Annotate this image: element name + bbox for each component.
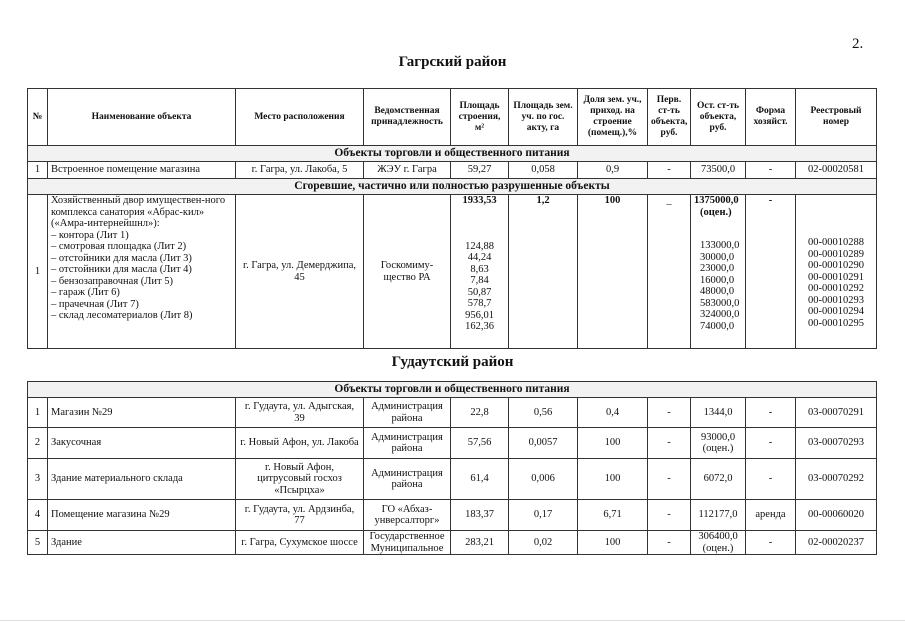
- cell-department: Государственное Муниципальное: [364, 531, 451, 555]
- cell-department: Администрация района: [364, 398, 451, 428]
- cell-registry: 03-00070291: [796, 398, 877, 428]
- cell-num: 3: [28, 459, 48, 500]
- cell-num: 1: [28, 195, 48, 349]
- sub-item: 133000,0: [700, 240, 740, 251]
- cell-land: 0,006: [509, 459, 578, 500]
- sub-item: – отстойники для масла (Лит 3): [51, 252, 192, 264]
- gudauta-table: [27, 381, 877, 555]
- sub-item: 162,36: [465, 321, 494, 332]
- sub-registries: [799, 237, 873, 329]
- cell-initial-cost: -: [648, 428, 691, 459]
- cell-residual-cost: 1344,0: [691, 398, 746, 428]
- sub-item: 324000,0: [700, 309, 740, 320]
- sub-item: 956,01: [465, 309, 494, 321]
- cell-land: 1,2: [509, 195, 578, 349]
- cell-share: 0,9: [578, 162, 648, 179]
- cell-location: г. Гудаута, ул. Адыгская, 39: [236, 398, 364, 428]
- sub-costs: [694, 240, 742, 332]
- sub-item: – контора (Лит 1): [51, 229, 129, 241]
- header-department: Ведомственная принадлежность: [364, 89, 451, 146]
- cell-registry: 00-00060020: [796, 500, 877, 531]
- sub-item: 00-00010294: [808, 306, 864, 317]
- cell-land: 0,56: [509, 398, 578, 428]
- sub-item: 50,87: [467, 286, 492, 298]
- sub-item: 00-00010295: [808, 317, 864, 329]
- cell-area: 57,56: [451, 428, 509, 459]
- group-heading: Объекты торговли и общественного питания: [28, 146, 877, 162]
- cell-num: 5: [28, 531, 48, 555]
- cell-share: 6,71: [578, 500, 648, 531]
- cell-residual-cost: 73500,0: [691, 162, 746, 179]
- sub-item: 7,84: [470, 275, 489, 286]
- cell-share: 100: [578, 195, 648, 349]
- cell-area: 61,4: [451, 459, 509, 500]
- cell-share: 100: [578, 459, 648, 500]
- header-row: [28, 89, 877, 146]
- cell-residual-cost: [691, 195, 746, 349]
- table-row: [28, 162, 877, 179]
- sub-item: – отстойники для масла (Лит 4): [51, 264, 192, 275]
- cell-area: 183,37: [451, 500, 509, 531]
- table-row: [28, 195, 877, 349]
- cell-area: 22,8: [451, 398, 509, 428]
- header-location: Место расположения: [236, 89, 364, 146]
- cell-location: г. Гагра, ул. Демерджипа, 45: [236, 195, 364, 349]
- cell-num: 4: [28, 500, 48, 531]
- sub-items: [51, 230, 232, 322]
- cell-department: Администрация района: [364, 428, 451, 459]
- sub-item: 578,7: [467, 298, 492, 309]
- cell-ownership: -: [746, 162, 796, 179]
- header-share: Доля зем. уч., приход. на строение (помещ.),%: [578, 89, 648, 146]
- sub-item: 124,88: [465, 240, 494, 252]
- sub-item: 16000,0: [700, 274, 735, 286]
- header-land: Площадь зем. уч. по гос. акту, га: [509, 89, 578, 146]
- sub-item: 00-00010291: [808, 271, 864, 283]
- cell-area: 59,27: [451, 162, 509, 179]
- cell-residual-cost: 112177,0: [691, 500, 746, 531]
- cell-registry: [796, 195, 877, 349]
- cell-residual-cost: 306400,0 (оцен.): [691, 531, 746, 555]
- cell-name: Здание материального склада: [48, 459, 236, 500]
- cell-ownership: -: [746, 195, 796, 349]
- cell-registry: 03-00070292: [796, 459, 877, 500]
- cell-initial-cost: -: [648, 531, 691, 555]
- cell-share: 100: [578, 428, 648, 459]
- sub-item: 48000,0: [700, 286, 735, 297]
- cell-name: Помещение магазина №29: [48, 500, 236, 531]
- cell-ownership: -: [746, 459, 796, 500]
- cell-name: Встроенное помещение магазина: [48, 162, 236, 179]
- cell-share: 0,4: [578, 398, 648, 428]
- section-title-gagra: Гагрский район: [398, 54, 507, 70]
- cell-location: г. Гудаута, ул. Ардзинба, 77: [236, 500, 364, 531]
- sub-item: 583000,0: [700, 297, 740, 309]
- sub-item: 00-00010293: [808, 294, 864, 306]
- cell-department: ГО «Абхаз-унверсалторг»: [364, 500, 451, 531]
- sub-item: 74000,0: [700, 320, 735, 332]
- header-ownership: Форма хозяйст.: [746, 89, 796, 146]
- cell-location: г. Гагра, ул. Лакоба, 5: [236, 162, 364, 179]
- sub-item: 44,24: [467, 252, 492, 263]
- sub-item: – склад лесоматериалов (Лит 8): [51, 310, 193, 321]
- cell-location: г. Гагра, Сухумское шоссе: [236, 531, 364, 555]
- cell-initial-cost: -: [648, 162, 691, 179]
- cell-registry: 02-00020581: [796, 162, 877, 179]
- table-row: [28, 398, 877, 428]
- sub-item: 00-00010288: [808, 237, 864, 248]
- area-total: 1933,53: [462, 195, 497, 206]
- header-area: Площадь строения, м²: [451, 89, 509, 146]
- cell-department: Администрация района: [364, 459, 451, 500]
- cell-registry: 02-00020237: [796, 531, 877, 555]
- cell-residual-cost: 93000,0 (оцен.): [691, 428, 746, 459]
- cell-name: Здание: [48, 531, 236, 555]
- table-row: [28, 459, 877, 500]
- cell-area: [451, 195, 509, 349]
- sub-item: – бензозаправочная (Лит 5): [51, 275, 173, 287]
- cell-initial-cost: -: [648, 500, 691, 531]
- gagra-table: [27, 88, 877, 349]
- sub-item: – гараж (Лит 6): [51, 287, 120, 298]
- table-row: [28, 428, 877, 459]
- page-number: 2.: [852, 36, 864, 52]
- header-initial-cost: Перв. ст-ть объекта, руб.: [648, 89, 691, 146]
- header-residual-cost: Ост. ст-ть объекта, руб.: [691, 89, 746, 146]
- complex-name: Хозяйственный двор имуществен-ного комплекса санатория «Абрас-кил» («Амра-интернейшнл»):: [51, 195, 226, 229]
- group-heading: Объекты торговли и общественного питания: [28, 382, 877, 398]
- sub-item: 00-00010290: [808, 260, 864, 271]
- cell-num: 1: [28, 162, 48, 179]
- cell-land: 0,02: [509, 531, 578, 555]
- cell-ownership: аренда: [746, 500, 796, 531]
- group-heading: Сгоревшие, частично или полностью разрушенные объекты: [28, 179, 877, 195]
- cell-initial-cost: -: [648, 459, 691, 500]
- cell-ownership: -: [746, 531, 796, 555]
- scan-edge: [0, 620, 905, 621]
- cell-land: 0,058: [509, 162, 578, 179]
- cell-location: г. Новый Афон, ул. Лакоба: [236, 428, 364, 459]
- cell-land: 0,0057: [509, 428, 578, 459]
- residual-total: 1375000,0: [694, 195, 739, 206]
- header-num: №: [28, 89, 48, 146]
- cell-ownership: -: [746, 398, 796, 428]
- header-name: Наименование объекта: [48, 89, 236, 146]
- cell-name: [48, 195, 236, 349]
- cell-ownership: -: [746, 428, 796, 459]
- sub-item: 8,63: [470, 263, 489, 275]
- cell-area: 283,21: [451, 531, 509, 555]
- cell-land: 0,17: [509, 500, 578, 531]
- cell-location: г. Новый Афон, цитрусовый госхоз «Псырцха»: [236, 459, 364, 500]
- cell-department: Госкомиму-щество РА: [364, 195, 451, 349]
- sub-areas: [454, 241, 505, 333]
- sub-item: 30000,0: [700, 251, 735, 263]
- sub-item: 00-00010292: [808, 283, 864, 294]
- cell-num: 1: [28, 398, 48, 428]
- cell-initial-cost: -: [648, 398, 691, 428]
- header-registry: Реестровый номер: [796, 89, 877, 146]
- sub-item: 23000,0: [700, 263, 735, 274]
- cell-initial-cost: _: [648, 195, 691, 349]
- sub-item: – прачечная (Лит 7): [51, 298, 139, 310]
- sub-item: 00-00010289: [808, 248, 864, 260]
- table-row: [28, 500, 877, 531]
- cell-num: 2: [28, 428, 48, 459]
- cell-share: 100: [578, 531, 648, 555]
- cell-department: ЖЭУ г. Гагра: [364, 162, 451, 179]
- sub-item: – смотровая площадка (Лит 2): [51, 241, 187, 252]
- residual-note: (оцен.): [700, 206, 732, 218]
- cell-residual-cost: 6072,0: [691, 459, 746, 500]
- cell-name: Магазин №29: [48, 398, 236, 428]
- cell-registry: 03-00070293: [796, 428, 877, 459]
- table-row: [28, 531, 877, 555]
- section-title-gudauta: Гудаутский район: [391, 354, 514, 370]
- cell-name: Закусочная: [48, 428, 236, 459]
